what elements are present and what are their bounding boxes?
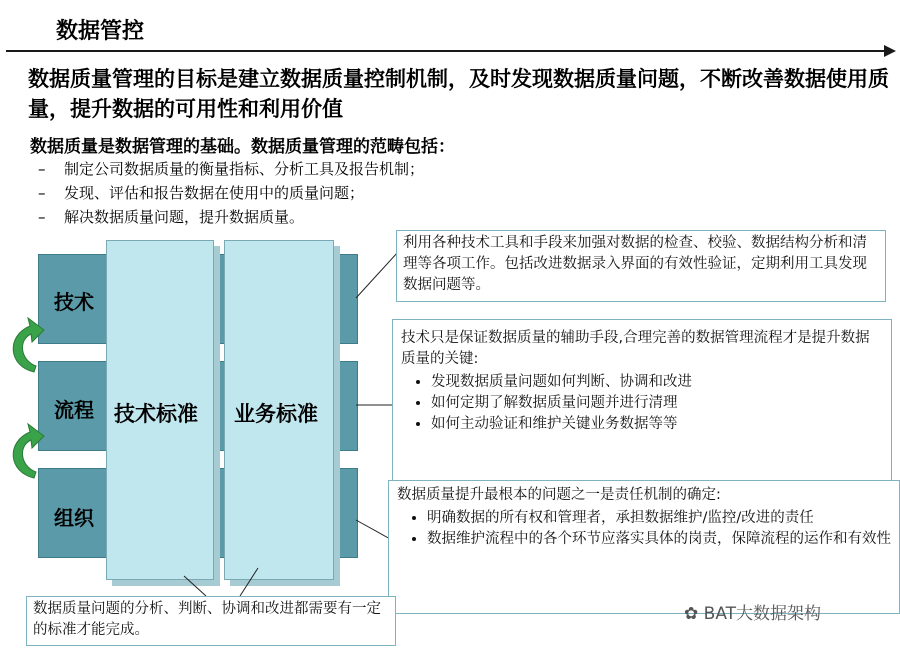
note-process: 技术只是保证数据质量的辅助手段,合理完善的数据管理流程才是提升数据质量的关键: • 发现数据质量问题如何判断、协调和改进 • 如何定期了解数据质量问题并进行清理 • 如何主动验证和维护关键业务数据等等 — [392, 319, 892, 481]
headline: 数据质量管理的目标是建立数据质量控制机制，及时发现数据质量问题，不断改善数据使用质量，提升数据的可用性和利用价值 — [28, 67, 889, 121]
callout-line — [356, 520, 392, 540]
callout-line — [184, 576, 206, 596]
row-label-tech: 技术 — [54, 290, 94, 314]
bullet-item: – 发现、评估和报告数据在使用中的质量问题； — [38, 184, 365, 202]
row-label-process: 流程 — [54, 398, 94, 422]
bullet-item: – 制定公司数据质量的衡量指标、分析工具及报告机制； — [38, 160, 425, 178]
page-title: 数据管控 — [56, 19, 145, 44]
note-org: 数据质量提升最根本的问题之一是责任机制的确定: • 明确数据的所有权和管理者，承担数据维护/监控/改进的责任 • 数据维护流程中的各个环节应落实具体的岗责，保障流程的运作和有效性 — [388, 480, 900, 614]
note-item: • 明确数据的所有权和管理者，承担数据维护/监控/改进的责任 — [427, 508, 891, 529]
note-item: • 如何主动验证和维护关键业务数据等等 — [431, 414, 883, 435]
note-item: • 发现数据质量问题如何判断、协调和改进 — [431, 372, 883, 393]
subheading: 数据质量是数据管理的基础。数据质量管理的范畴包括： — [30, 137, 455, 157]
callout-line — [356, 252, 398, 298]
cycle-arrow-icon — [13, 318, 44, 372]
column-label-business-standard: 业务标准 — [234, 402, 318, 426]
bullet-item: – 解决数据质量问题，提升数据质量。 — [38, 208, 305, 226]
note-item: • 数据维护流程中的各个环节应落实具体的岗责，保障流程的运作和有效性 — [427, 529, 891, 550]
cycle-arrow-icon — [13, 424, 44, 478]
note-standard: 数据质量问题的分析、判断、协调和改进都需要有一定的标准才能完成。 — [26, 596, 396, 646]
note-item: • 如何定期了解数据质量问题并进行清理 — [431, 393, 883, 414]
callout-line — [240, 568, 258, 596]
column-label-tech-standard: 技术标准 — [114, 402, 198, 426]
row-label-org: 组织 — [54, 506, 94, 530]
watermark: ✿ BAT大数据架构 — [684, 604, 822, 624]
note-tech: 利用各种技术工具和手段来加强对数据的检查、校验、数据结构分析和清理等各项工作。包括改进数据录入界面的有效性验证，定期利用工具发现数据问题等。 — [396, 230, 886, 302]
